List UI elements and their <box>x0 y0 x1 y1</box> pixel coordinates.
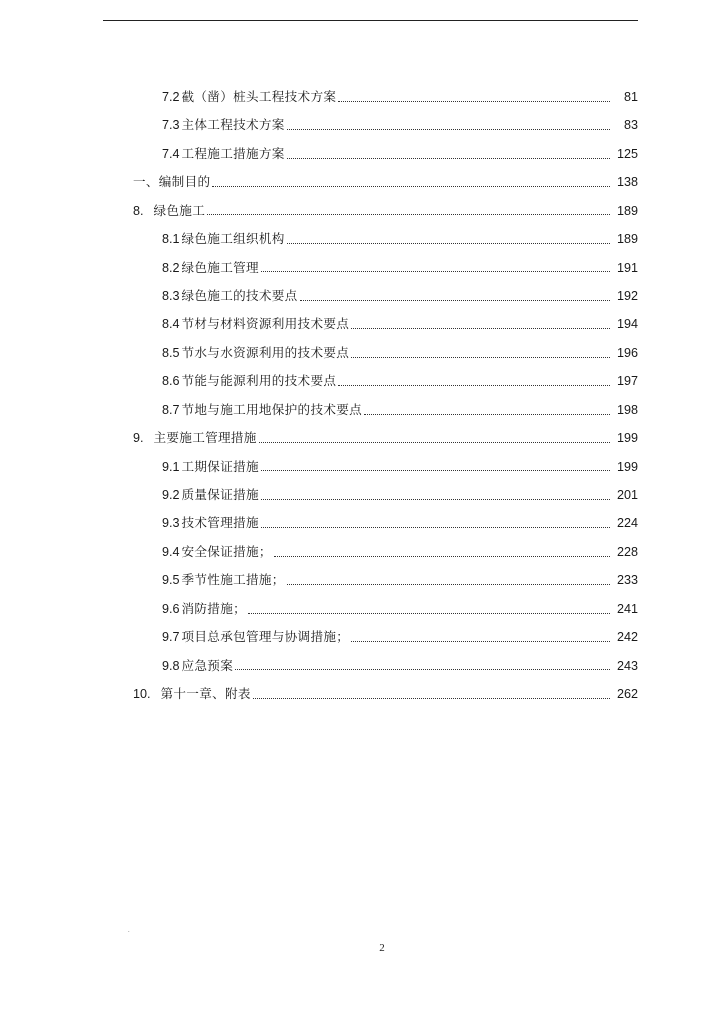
toc-entry-title: 节水与水资源利用的技术要点 <box>181 345 350 360</box>
toc-entry-page: 189 <box>616 232 638 247</box>
toc-dot-leader <box>207 214 610 215</box>
toc-dot-leader <box>248 613 610 614</box>
toc-entry-page: 125 <box>616 146 638 161</box>
toc-dot-leader <box>300 300 610 301</box>
toc-dot-leader <box>351 357 610 358</box>
toc-entry[interactable] <box>0 311 724 339</box>
toc-entry-title: 季节性施工措施； <box>181 573 285 588</box>
toc-entry[interactable] <box>0 83 724 111</box>
toc-dot-leader <box>338 385 610 386</box>
toc-entry-page: 233 <box>616 573 638 588</box>
toc-entry-page: 81 <box>623 89 638 104</box>
toc-dot-leader <box>287 129 610 130</box>
toc-entry-number: 7.4 <box>162 146 180 161</box>
toc-entry-page: 198 <box>616 402 638 417</box>
page-number: 2 <box>379 942 385 954</box>
toc-entry-title: 项目总承包管理与协调措施； <box>181 630 350 645</box>
toc-entry-number: 9.7 <box>162 630 180 645</box>
toc-entry-page: 189 <box>616 203 638 218</box>
toc-dot-leader <box>287 243 610 244</box>
toc-entry-title: 截（凿）桩头工程技术方案 <box>181 89 337 104</box>
toc-dot-leader <box>235 669 610 670</box>
toc-entry[interactable] <box>0 538 724 566</box>
toc-entry-page: 83 <box>623 118 638 133</box>
toc-entry-title: 节材与材料资源利用技术要点 <box>181 317 350 332</box>
toc-entry-title: 节地与施工用地保护的技术要点 <box>181 402 363 417</box>
toc-entry-page: 201 <box>616 488 638 503</box>
toc-dot-leader <box>338 101 610 102</box>
toc-entry-title: 第十一章、附表 <box>160 687 251 702</box>
toc-entry-title: 绿色施工 <box>153 203 206 218</box>
toc-entry-title: 节能与能源利用的技术要点 <box>181 374 337 389</box>
toc-entry[interactable] <box>0 339 724 367</box>
toc-entry-title: 工期保证措施 <box>181 459 259 474</box>
corner-mark: . <box>128 928 130 934</box>
toc-entry-number: 7.2 <box>162 89 180 104</box>
toc-entry-number: 9.6 <box>162 601 180 616</box>
toc-entry[interactable] <box>0 652 724 680</box>
toc-entry-page: 197 <box>616 374 638 389</box>
toc-entry-title: 绿色施工的技术要点 <box>181 288 298 303</box>
toc-entry-page: 196 <box>616 345 638 360</box>
toc-entry-page: 192 <box>616 288 638 303</box>
toc-entry[interactable] <box>0 168 724 196</box>
toc-dot-leader <box>261 499 610 500</box>
toc-entry-number: 9.8 <box>162 658 180 673</box>
toc-entry-title: 消防措施； <box>181 601 246 616</box>
toc-entry-page: 194 <box>616 317 638 332</box>
toc-entry-number: 7.3 <box>162 118 180 133</box>
toc-entry[interactable] <box>0 396 724 424</box>
toc-dot-leader <box>351 328 610 329</box>
toc-entry-page: 138 <box>616 175 638 190</box>
toc-entry-title: 安全保证措施； <box>181 544 272 559</box>
toc-dot-leader <box>287 158 610 159</box>
table-of-contents <box>0 83 724 709</box>
toc-entry-title: 应急预案 <box>181 658 234 673</box>
toc-entry-number: 8. <box>133 203 144 218</box>
toc-entry-title: 一、编制目的 <box>133 175 211 190</box>
toc-entry[interactable] <box>0 111 724 139</box>
toc-entry-page: 199 <box>616 459 638 474</box>
toc-entry-page: 241 <box>616 601 638 616</box>
toc-dot-leader <box>261 527 610 528</box>
toc-entry-number: 8.2 <box>162 260 180 275</box>
toc-entry-title: 主体工程技术方案 <box>181 118 285 133</box>
toc-entry-number: 10. <box>133 687 151 702</box>
toc-dot-leader <box>253 698 610 699</box>
toc-entry-page: 191 <box>616 260 638 275</box>
toc-entry-number: 9. <box>133 431 144 446</box>
toc-entry-number: 8.7 <box>162 402 180 417</box>
toc-dot-leader <box>212 186 610 187</box>
toc-entry[interactable] <box>0 510 724 538</box>
toc-entry-number: 8.6 <box>162 374 180 389</box>
toc-entry[interactable] <box>0 623 724 651</box>
toc-entry-title: 工程施工措施方案 <box>181 146 285 161</box>
toc-dot-leader <box>274 556 610 557</box>
toc-entry[interactable] <box>0 453 724 481</box>
toc-dot-leader <box>351 641 610 642</box>
toc-entry-number: 9.3 <box>162 516 180 531</box>
header-rule <box>103 20 638 21</box>
toc-entry[interactable] <box>0 680 724 708</box>
toc-entry[interactable] <box>0 424 724 452</box>
toc-entry-page: 228 <box>616 544 638 559</box>
toc-entry-number: 9.1 <box>162 459 180 474</box>
toc-entry-title: 主要施工管理措施 <box>153 431 257 446</box>
toc-entry-number: 8.5 <box>162 345 180 360</box>
toc-entry[interactable] <box>0 481 724 509</box>
toc-entry-number: 9.4 <box>162 544 180 559</box>
toc-entry-number: 8.4 <box>162 317 180 332</box>
toc-entry-page: 243 <box>616 658 638 673</box>
toc-dot-leader <box>261 271 610 272</box>
toc-entry-title: 技术管理措施 <box>181 516 259 531</box>
toc-entry-number: 9.5 <box>162 573 180 588</box>
toc-entry-number: 8.3 <box>162 288 180 303</box>
toc-dot-leader <box>287 584 610 585</box>
toc-entry-page: 199 <box>616 431 638 446</box>
toc-entry-title: 质量保证措施 <box>181 488 259 503</box>
toc-dot-leader <box>261 470 610 471</box>
toc-entry[interactable] <box>0 595 724 623</box>
toc-dot-leader <box>259 442 610 443</box>
toc-entry-number: 9.2 <box>162 488 180 503</box>
toc-entry[interactable] <box>0 367 724 395</box>
toc-entry-page: 242 <box>616 630 638 645</box>
toc-entry-page: 262 <box>616 687 638 702</box>
toc-entry[interactable] <box>0 254 724 282</box>
toc-entry-number: 8.1 <box>162 232 180 247</box>
toc-entry[interactable] <box>0 566 724 594</box>
toc-entry-title: 绿色施工组织机构 <box>181 232 285 247</box>
toc-entry[interactable] <box>0 140 724 168</box>
toc-entry[interactable] <box>0 282 724 310</box>
toc-entry[interactable] <box>0 225 724 253</box>
toc-entry-title: 绿色施工管理 <box>181 260 259 275</box>
toc-dot-leader <box>364 414 610 415</box>
toc-entry-page: 224 <box>616 516 638 531</box>
toc-entry[interactable] <box>0 197 724 225</box>
